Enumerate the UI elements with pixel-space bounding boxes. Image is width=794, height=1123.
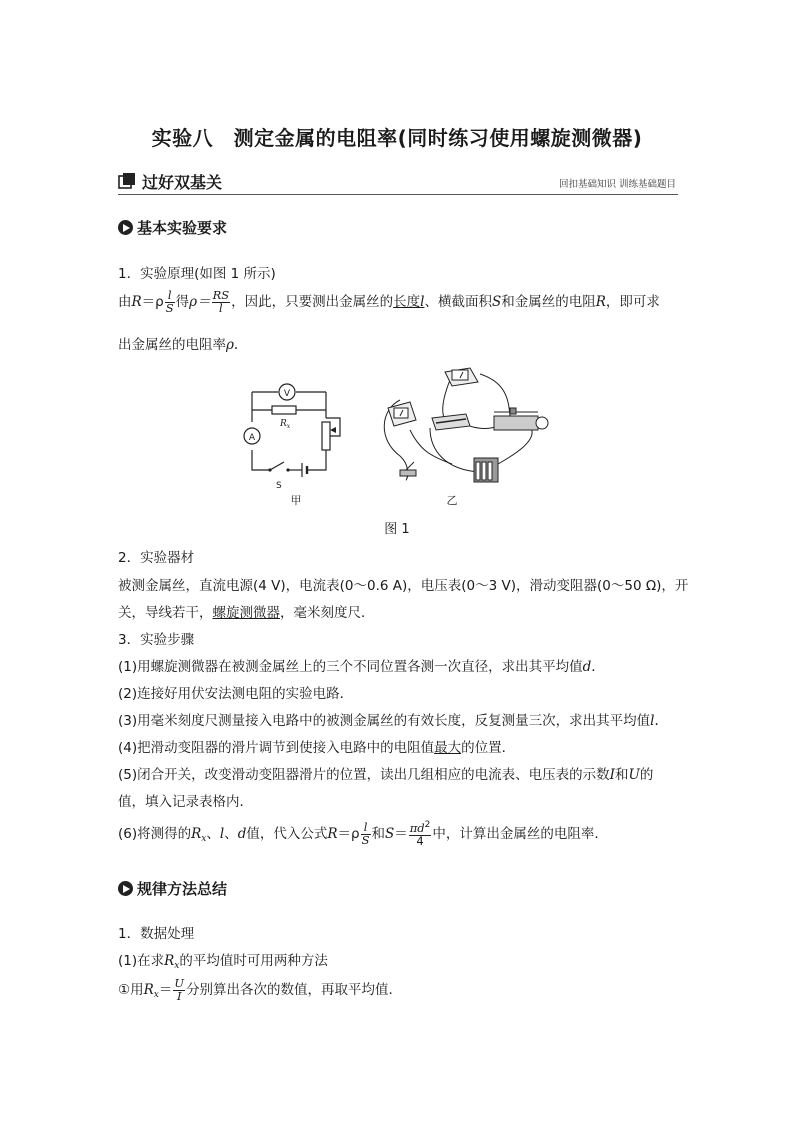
principle-line-1: 由R＝ρ $\frac{l}{S}$ 得ρ＝ $\frac{RS}{l}$ ，因此，只要测出金属丝的长度l、横截面积S和金属丝的电阻R，即可求: [118, 288, 660, 315]
voltmeter-device: [445, 368, 478, 386]
rheostat-device: [494, 408, 548, 430]
data-line-2: ①用$R_x=$ $\frac{U}{I}$ 分别算出各次的数值，再取平均值．: [118, 976, 403, 1003]
switch-device: [400, 462, 416, 476]
banner-title: 过好双基关: [142, 173, 223, 192]
step-1: (1)用螺旋测微器在被测金属丝上的三个不同位置各测一次直径，求出其平均值d.: [118, 659, 596, 675]
principle-line-2: 出金属丝的电阻率ρ.: [118, 337, 239, 353]
fraction-u-over-i: $\frac{U}{I}$: [174, 976, 185, 1003]
battery-device: [474, 458, 498, 482]
ammeter-label: A: [248, 433, 256, 443]
figure-label-yi: 乙: [446, 494, 458, 507]
circuit-diagram-jia: [252, 392, 340, 477]
switch-label: S: [276, 481, 282, 491]
wire-board: [432, 414, 470, 430]
data-line-1: (1)在求$R_x$的平均值时可用两种方法: [118, 953, 328, 971]
fraction-rs-over-l: $\frac{RS}{l}$: [212, 288, 230, 315]
step-2: (2)连接好用伏安法测电阻的实验电路．: [118, 686, 354, 702]
banner-subtitle: 回扣基础知识 训练基础题目: [558, 179, 676, 190]
voltmeter-label: V: [283, 389, 291, 399]
item4-title: 1．数据处理: [118, 926, 195, 942]
resistor-label: $R_x$: [280, 419, 291, 430]
step-6: (6)将测得的$R_x$、l、d值，代入公式R＝ρ $\frac{l}{S}$ 和S＝ $\frac{\pi d^2}{4}$ 中，计算出金属丝的电阻率．: [118, 820, 608, 848]
stack-icon: [118, 172, 136, 190]
item1-title: 1．实验原理(如图 1 所示): [118, 266, 276, 282]
equipment-line-1: 被测金属丝，直流电源(4 V)，电流表(0～0.6 A)，电压表(0～3 V)，滑动变阻器(0～50 Ω)，开: [118, 578, 689, 594]
figure-label-jia: 甲: [290, 494, 302, 507]
play-icon: [118, 881, 133, 896]
section-heading-basic: 基本实验要求: [118, 217, 227, 238]
item2-title: 2．实验器材: [118, 550, 195, 566]
section-banner: [118, 170, 678, 195]
step-3: (3)用毫米刻度尺测量接入电路中的被测金属丝的有效长度，反复测量三次，求出其平均值l.: [118, 713, 659, 729]
step-5-line-1: (5)闭合开关，改变滑动变阻器滑片的位置，读出几组相应的电流表、电压表的示数I和U的: [118, 767, 654, 783]
play-icon: [118, 220, 133, 235]
step-5-line-2: 值，填入记录表格内．: [118, 794, 253, 810]
figure-1: [230, 360, 560, 510]
figure-caption: 图 1: [384, 522, 410, 537]
fraction-l-over-s: $\frac{l}{S}$: [165, 288, 174, 315]
fraction-pi-d2-over-4: $\frac{\pi d^2}{4}$: [409, 820, 431, 848]
equipment-line-2: 关，导线若干，螺旋测微器，毫米刻度尺．: [118, 605, 375, 621]
underlined-length: 长度l: [393, 294, 425, 310]
page-title: 实验八 测定金属的电阻率(同时练习使用螺旋测微器): [151, 126, 643, 150]
fraction-l-over-s-2: $\frac{l}{S}$: [361, 820, 370, 847]
step-4: (4)把滑动变阻器的滑片调节到使接入电路中的电阻值最大的位置．: [118, 740, 516, 756]
section-heading-methods: 规律方法总结: [118, 878, 227, 899]
item3-title: 3．实验步骤: [118, 632, 195, 648]
